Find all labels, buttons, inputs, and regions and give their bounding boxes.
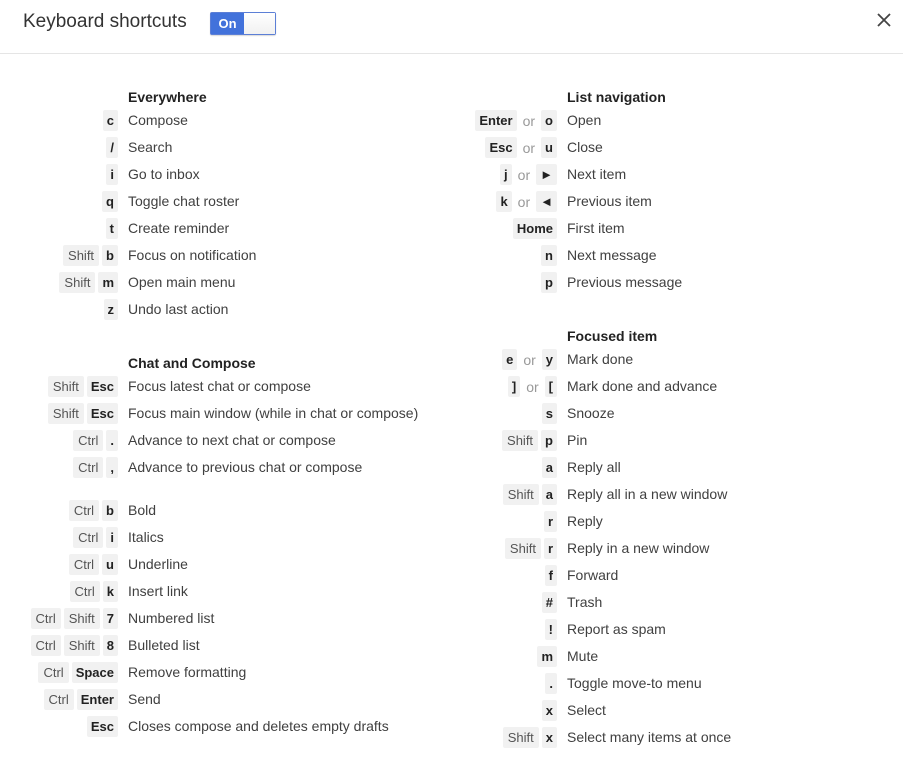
key-cap: [ [545, 376, 557, 397]
toggle-on-label: On [211, 13, 244, 34]
shortcut-keys [538, 245, 557, 266]
shortcut-keys [35, 662, 118, 683]
close-icon[interactable] [874, 10, 894, 30]
shortcut-keys [542, 673, 557, 694]
key-cap: o [541, 110, 557, 131]
shortcut-description: Open [567, 112, 602, 128]
shortcut-keys [500, 727, 557, 748]
shortcut-keys [538, 272, 557, 293]
shortcut-keys [70, 457, 118, 478]
key-cap: c [103, 110, 118, 131]
shortcut-description: Go to inbox [128, 166, 200, 182]
shortcut-keys [510, 218, 557, 239]
shortcut-description: Toggle move-to menu [567, 675, 702, 691]
shortcut-keys [66, 500, 118, 521]
shortcut-description: Create reminder [128, 220, 230, 236]
key-cap: x [542, 727, 557, 748]
shortcut-description: Bold [128, 502, 157, 518]
shortcut-keys [497, 164, 557, 185]
key-cap: Ctrl [73, 457, 103, 478]
or-connector: or [526, 378, 539, 395]
shortcut-keys [499, 430, 557, 451]
key-cap: Shift [59, 272, 95, 293]
shortcut-keys [505, 376, 557, 397]
shortcut-description: Advance to previous chat or compose [128, 459, 363, 475]
key-cap: k [103, 581, 118, 602]
shortcut-keys [541, 511, 557, 532]
shortcut-keys [99, 191, 118, 212]
shortcut-keys [534, 646, 557, 667]
shortcut-keys [103, 164, 118, 185]
shortcut-description: First item [567, 220, 625, 236]
key-cap: r [544, 538, 557, 559]
key-cap: Shift [63, 245, 99, 266]
or-connector: or [517, 166, 531, 183]
shortcut-description: Advance to next chat or compose [128, 432, 336, 448]
shortcut-keys [70, 430, 118, 451]
shortcut-description: Search [128, 139, 173, 155]
shortcut-description: Previous item [567, 193, 652, 209]
shortcut-description: Mute [567, 648, 599, 664]
key-cap: / [106, 137, 118, 158]
shortcut-keys [101, 299, 119, 320]
shortcut-description: Reply all in a new window [567, 486, 728, 502]
key-cap: a [542, 457, 557, 478]
shortcut-keys [28, 608, 118, 629]
shortcut-description: Remove formatting [128, 664, 247, 680]
key-cap: Shift [505, 538, 541, 559]
key-cap: p [541, 430, 557, 451]
shortcut-keys [84, 716, 118, 737]
shortcut-description: Insert link [128, 583, 188, 599]
shortcut-keys [539, 403, 557, 424]
key-cap: . [545, 673, 557, 694]
shortcut-keys [60, 245, 118, 266]
key-cap: 8 [103, 635, 118, 656]
shortcuts-toggle[interactable] [210, 12, 276, 35]
key-cap: b [102, 500, 118, 521]
shortcut-keys [542, 565, 557, 586]
key-cap: m [537, 646, 557, 667]
shortcut-description: Reply in a new window [567, 540, 710, 556]
shortcut-description: Next item [567, 166, 627, 182]
key-cap: Enter [475, 110, 516, 131]
key-cap: q [102, 191, 118, 212]
key-cap: Ctrl [70, 581, 100, 602]
or-connector: or [522, 112, 536, 129]
key-cap: 7 [103, 608, 118, 629]
key-cap: Esc [485, 137, 516, 158]
key-cap: r [544, 511, 557, 532]
or-connector: or [523, 351, 536, 368]
shortcut-description: Closes compose and deletes empty drafts [128, 718, 389, 734]
key-cap: Shift [502, 430, 538, 451]
shortcut-description: Forward [567, 567, 619, 583]
key-cap: n [541, 245, 557, 266]
key-cap: i [106, 164, 118, 185]
shortcut-description: Send [128, 691, 161, 707]
key-cap: s [542, 403, 557, 424]
shortcut-keys [539, 592, 557, 613]
shortcut-description: Italics [128, 529, 164, 545]
shortcut-keys [500, 484, 557, 505]
shortcut-keys [502, 538, 557, 559]
key-cap: k [496, 191, 511, 212]
section-everywhere: Everywhere [128, 89, 207, 105]
shortcut-keys [45, 376, 118, 397]
shortcut-keys [103, 218, 118, 239]
shortcut-description: Focus main window (while in chat or compose) [128, 405, 419, 421]
key-cap: b [102, 245, 118, 266]
key-cap: Ctrl [69, 500, 99, 521]
key-cap: Shift [503, 484, 539, 505]
shortcut-description: Focus on notification [128, 247, 257, 263]
shortcut-description: Pin [567, 432, 588, 448]
key-cap: t [106, 218, 118, 239]
key-cap: Ctrl [38, 662, 68, 683]
key-cap: u [541, 137, 557, 158]
shortcut-description: Undo last action [128, 301, 229, 317]
shortcut-keys [493, 191, 557, 212]
key-cap: Space [72, 662, 118, 683]
toggle-knob[interactable] [244, 13, 275, 34]
key-cap: i [106, 527, 118, 548]
or-connector: or [517, 193, 531, 210]
key-cap: Shift [64, 635, 100, 656]
shortcut-keys [45, 403, 118, 424]
shortcut-description: Snooze [567, 405, 615, 421]
dialog-title: Keyboard shortcuts [23, 11, 187, 32]
key-cap: Ctrl [31, 608, 61, 629]
shortcut-description: Mark done [567, 351, 634, 367]
key-cap: p [541, 272, 557, 293]
shortcut-description: Trash [567, 594, 603, 610]
key-cap: # [542, 592, 557, 613]
key-cap: ] [508, 376, 520, 397]
key-cap: Esc [87, 403, 118, 424]
key-cap: u [102, 554, 118, 575]
shortcut-keys [70, 527, 118, 548]
shortcut-keys [472, 110, 557, 131]
shortcut-description: Next message [567, 247, 657, 263]
shortcut-keys [28, 635, 118, 656]
shortcut-description: Previous message [567, 274, 683, 290]
shortcut-description: Bulleted list [128, 637, 200, 653]
shortcut-description: Select [567, 702, 606, 718]
key-cap: z [104, 299, 119, 320]
or-connector: or [522, 139, 536, 156]
key-cap: Ctrl [73, 527, 103, 548]
shortcut-keys [542, 619, 557, 640]
key-cap: Shift [48, 403, 84, 424]
shortcut-keys [499, 349, 557, 370]
key-cap: f [545, 565, 557, 586]
shortcut-keys [539, 457, 557, 478]
key-cap: Ctrl [69, 554, 99, 575]
section-focused-item: Focused item [567, 328, 658, 344]
key-cap: Ctrl [31, 635, 61, 656]
shortcut-keys [66, 554, 118, 575]
shortcut-keys [67, 581, 118, 602]
shortcut-description: Numbered list [128, 610, 215, 626]
shortcut-description: Reply [567, 513, 603, 529]
key-cap: . [106, 430, 118, 451]
key-cap: Ctrl [44, 689, 74, 710]
shortcut-description: Underline [128, 556, 188, 572]
shortcut-description: Focus latest chat or compose [128, 378, 311, 394]
key-cap: Home [513, 218, 557, 239]
shortcut-description: Toggle chat roster [128, 193, 240, 209]
shortcut-keys [103, 137, 118, 158]
key-cap: Ctrl [73, 430, 103, 451]
key-cap: Enter [77, 689, 118, 710]
key-cap: m [98, 272, 118, 293]
shortcut-keys [100, 110, 118, 131]
section-chat-compose: Chat and Compose [128, 355, 256, 371]
key-cap: x [542, 700, 557, 721]
key-cap: ► [536, 164, 557, 185]
shortcut-description: Close [567, 139, 603, 155]
section-list-navigation: List navigation [567, 89, 666, 105]
key-cap: ◄ [536, 191, 557, 212]
key-cap: y [542, 349, 557, 370]
shortcut-description: Reply all [567, 459, 621, 475]
key-cap: ! [545, 619, 557, 640]
dialog-header [0, 0, 903, 54]
shortcut-keys [56, 272, 118, 293]
shortcut-description: Select many items at once [567, 729, 732, 745]
key-cap: Shift [48, 376, 84, 397]
key-cap: e [502, 349, 517, 370]
key-cap: j [500, 164, 512, 185]
key-cap: a [542, 484, 557, 505]
key-cap: Esc [87, 716, 118, 737]
shortcut-description: Mark done and advance [567, 378, 718, 394]
key-cap: Shift [64, 608, 100, 629]
shortcut-keys [482, 137, 557, 158]
shortcut-description: Open main menu [128, 274, 236, 290]
shortcut-description: Compose [128, 112, 188, 128]
key-cap: Esc [87, 376, 118, 397]
shortcut-keys [539, 700, 557, 721]
key-cap: , [106, 457, 118, 478]
shortcut-keys [41, 689, 118, 710]
key-cap: Shift [503, 727, 539, 748]
shortcut-description: Report as spam [567, 621, 666, 637]
